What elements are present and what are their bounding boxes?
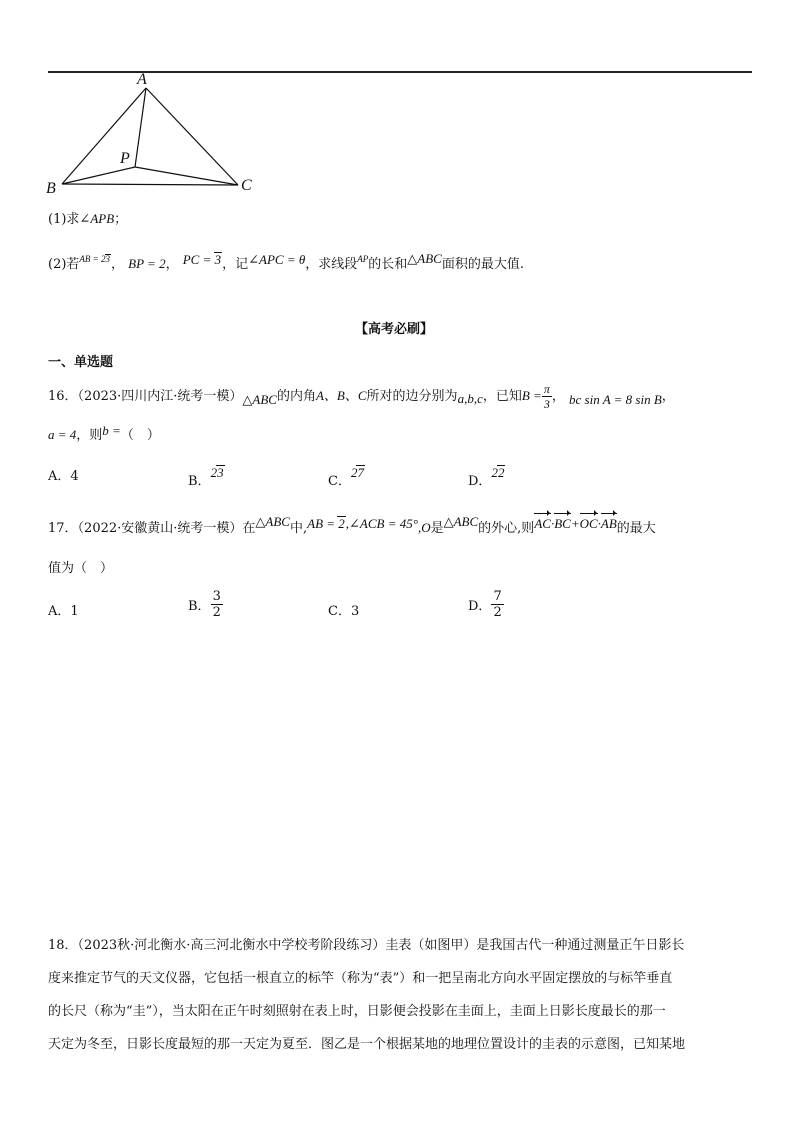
q17-text-max: 的最大: [616, 521, 656, 536]
q16-option-b[interactable]: B．23: [188, 465, 224, 489]
q16-paren: （ ）: [120, 428, 160, 443]
q17-triangle-2: △ABC: [443, 514, 479, 529]
q15-part2-prefix: (2)若: [48, 257, 80, 272]
edge-bc: [62, 184, 238, 185]
q18-line4: 天定为冬至，日影长度最短的那一天定为夏至．图乙是一个根据某地的地理位置设计的圭表的示意图，已知某地: [48, 1037, 686, 1052]
q16-option-c[interactable]: C．27: [328, 465, 364, 489]
q17-o: ,O: [417, 520, 431, 535]
q17-source: （2022·安徽黄山·统考一模）: [77, 521, 243, 536]
q17-option-c[interactable]: C．3: [328, 604, 360, 619]
q17-text-in: 在: [242, 521, 256, 536]
q15-sep1: ，: [111, 257, 125, 272]
q17-vector-expr: AC·BC+OC·AB: [534, 516, 617, 531]
q16-frac: $\frac{\pi}{3}$: [543, 382, 550, 411]
label-a: A: [137, 71, 147, 88]
q15-triangle: △ABC: [407, 251, 442, 266]
q16-b-eq: B =: [521, 388, 542, 403]
q17-option-d[interactable]: D． $\frac{7}{2}$: [468, 589, 502, 620]
q17-text-wai: 的外心,则: [478, 521, 535, 536]
q16-option-d[interactable]: D．22: [468, 465, 505, 489]
q16-b-question: b =: [102, 423, 121, 438]
edge-ab: [62, 88, 146, 184]
edge-pb: [62, 167, 135, 184]
q15-part1-prefix: (1)求: [48, 212, 80, 227]
q16-text1c: 所对的边分别为: [366, 389, 458, 404]
label-b: B: [46, 180, 56, 196]
q16-text2: ，已知: [482, 389, 522, 404]
label-p: P: [120, 150, 130, 167]
q15-part2: [48, 251, 524, 272]
q17-text-shi: 是: [430, 521, 444, 536]
q15-text1: ，求线段: [305, 257, 358, 272]
section-title: 【高考必刷】: [355, 322, 434, 337]
q15-sep2: ，: [165, 257, 179, 272]
q16-line2-text: ，则: [76, 428, 103, 443]
q16-sides: a,b,c: [457, 391, 483, 406]
q15-text2: 的长和: [368, 257, 408, 272]
q17-line1: [48, 514, 656, 536]
q16-sep: ，: [551, 389, 565, 404]
q16-end: ，: [661, 389, 675, 404]
q16-line1: [48, 383, 675, 410]
q16-vertices: A、B、C: [315, 388, 367, 403]
q15-text3: 面积的最大值.: [441, 257, 524, 272]
q15-angle-apc: ∠APC = θ: [248, 252, 306, 267]
q18-line3: 的长尺（称为“圭”），当太阳在正午时刻照射在表上时，日影便会投影在圭面上，圭面上日影长度最长的那一: [48, 1004, 666, 1019]
q17-line2: 值为（ ）: [48, 561, 114, 576]
q15-ap: AP: [357, 254, 369, 264]
q15-part1: [48, 208, 127, 227]
edge-ac: [146, 88, 238, 185]
label-c: C: [241, 177, 252, 194]
q17-text-zhong: 中,: [289, 521, 308, 536]
q16-triangle: △ABC: [242, 392, 277, 407]
edge-pa: [135, 88, 146, 167]
q16-line2: [48, 423, 160, 443]
q15-part1-suffix: ；: [114, 212, 128, 227]
q17-option-b[interactable]: B． $\frac{3}{2}$: [188, 589, 221, 620]
q17-ab-cond: AB = 2,∠ACB = 45°: [307, 516, 418, 531]
q17-number: 17．: [48, 521, 78, 536]
q16-a-eq: a = 4: [48, 427, 77, 442]
q16-text1: 的内角: [276, 389, 316, 404]
q15-ab-cond: AB = 23: [79, 254, 110, 264]
subsection-title: 一、单选题: [48, 355, 114, 370]
triangle-figure: [40, 66, 270, 196]
q15-pc-cond: PC = 3: [182, 252, 222, 267]
q15-angle-apb: ∠APB: [79, 211, 115, 226]
q17-option-a[interactable]: A．1: [48, 604, 79, 619]
q18-line2: 度来推定节气的天文仪器，它包括一根直立的标竿（称为“表”）和一把呈南北方向水平固定摆放的与标竿垂直: [48, 971, 673, 986]
q16-source: （2023·四川内江·统考一模）: [77, 389, 243, 404]
q17-triangle: △ABC: [255, 514, 290, 529]
q16-condition: bc sin A = 8 sin B: [569, 392, 662, 407]
edge-pc: [135, 167, 238, 185]
q16-number: 16．: [48, 389, 78, 404]
q15-sep3: ，记: [222, 257, 249, 272]
q18-line1: 18．（2023秋·河北衡水·高三河北衡水中学校考阶段练习）圭表（如图甲）是我国古代一种通过测量正午日影长: [48, 938, 685, 953]
q15-bp-cond: BP = 2: [128, 256, 166, 271]
q16-option-a[interactable]: A．4: [48, 469, 79, 484]
